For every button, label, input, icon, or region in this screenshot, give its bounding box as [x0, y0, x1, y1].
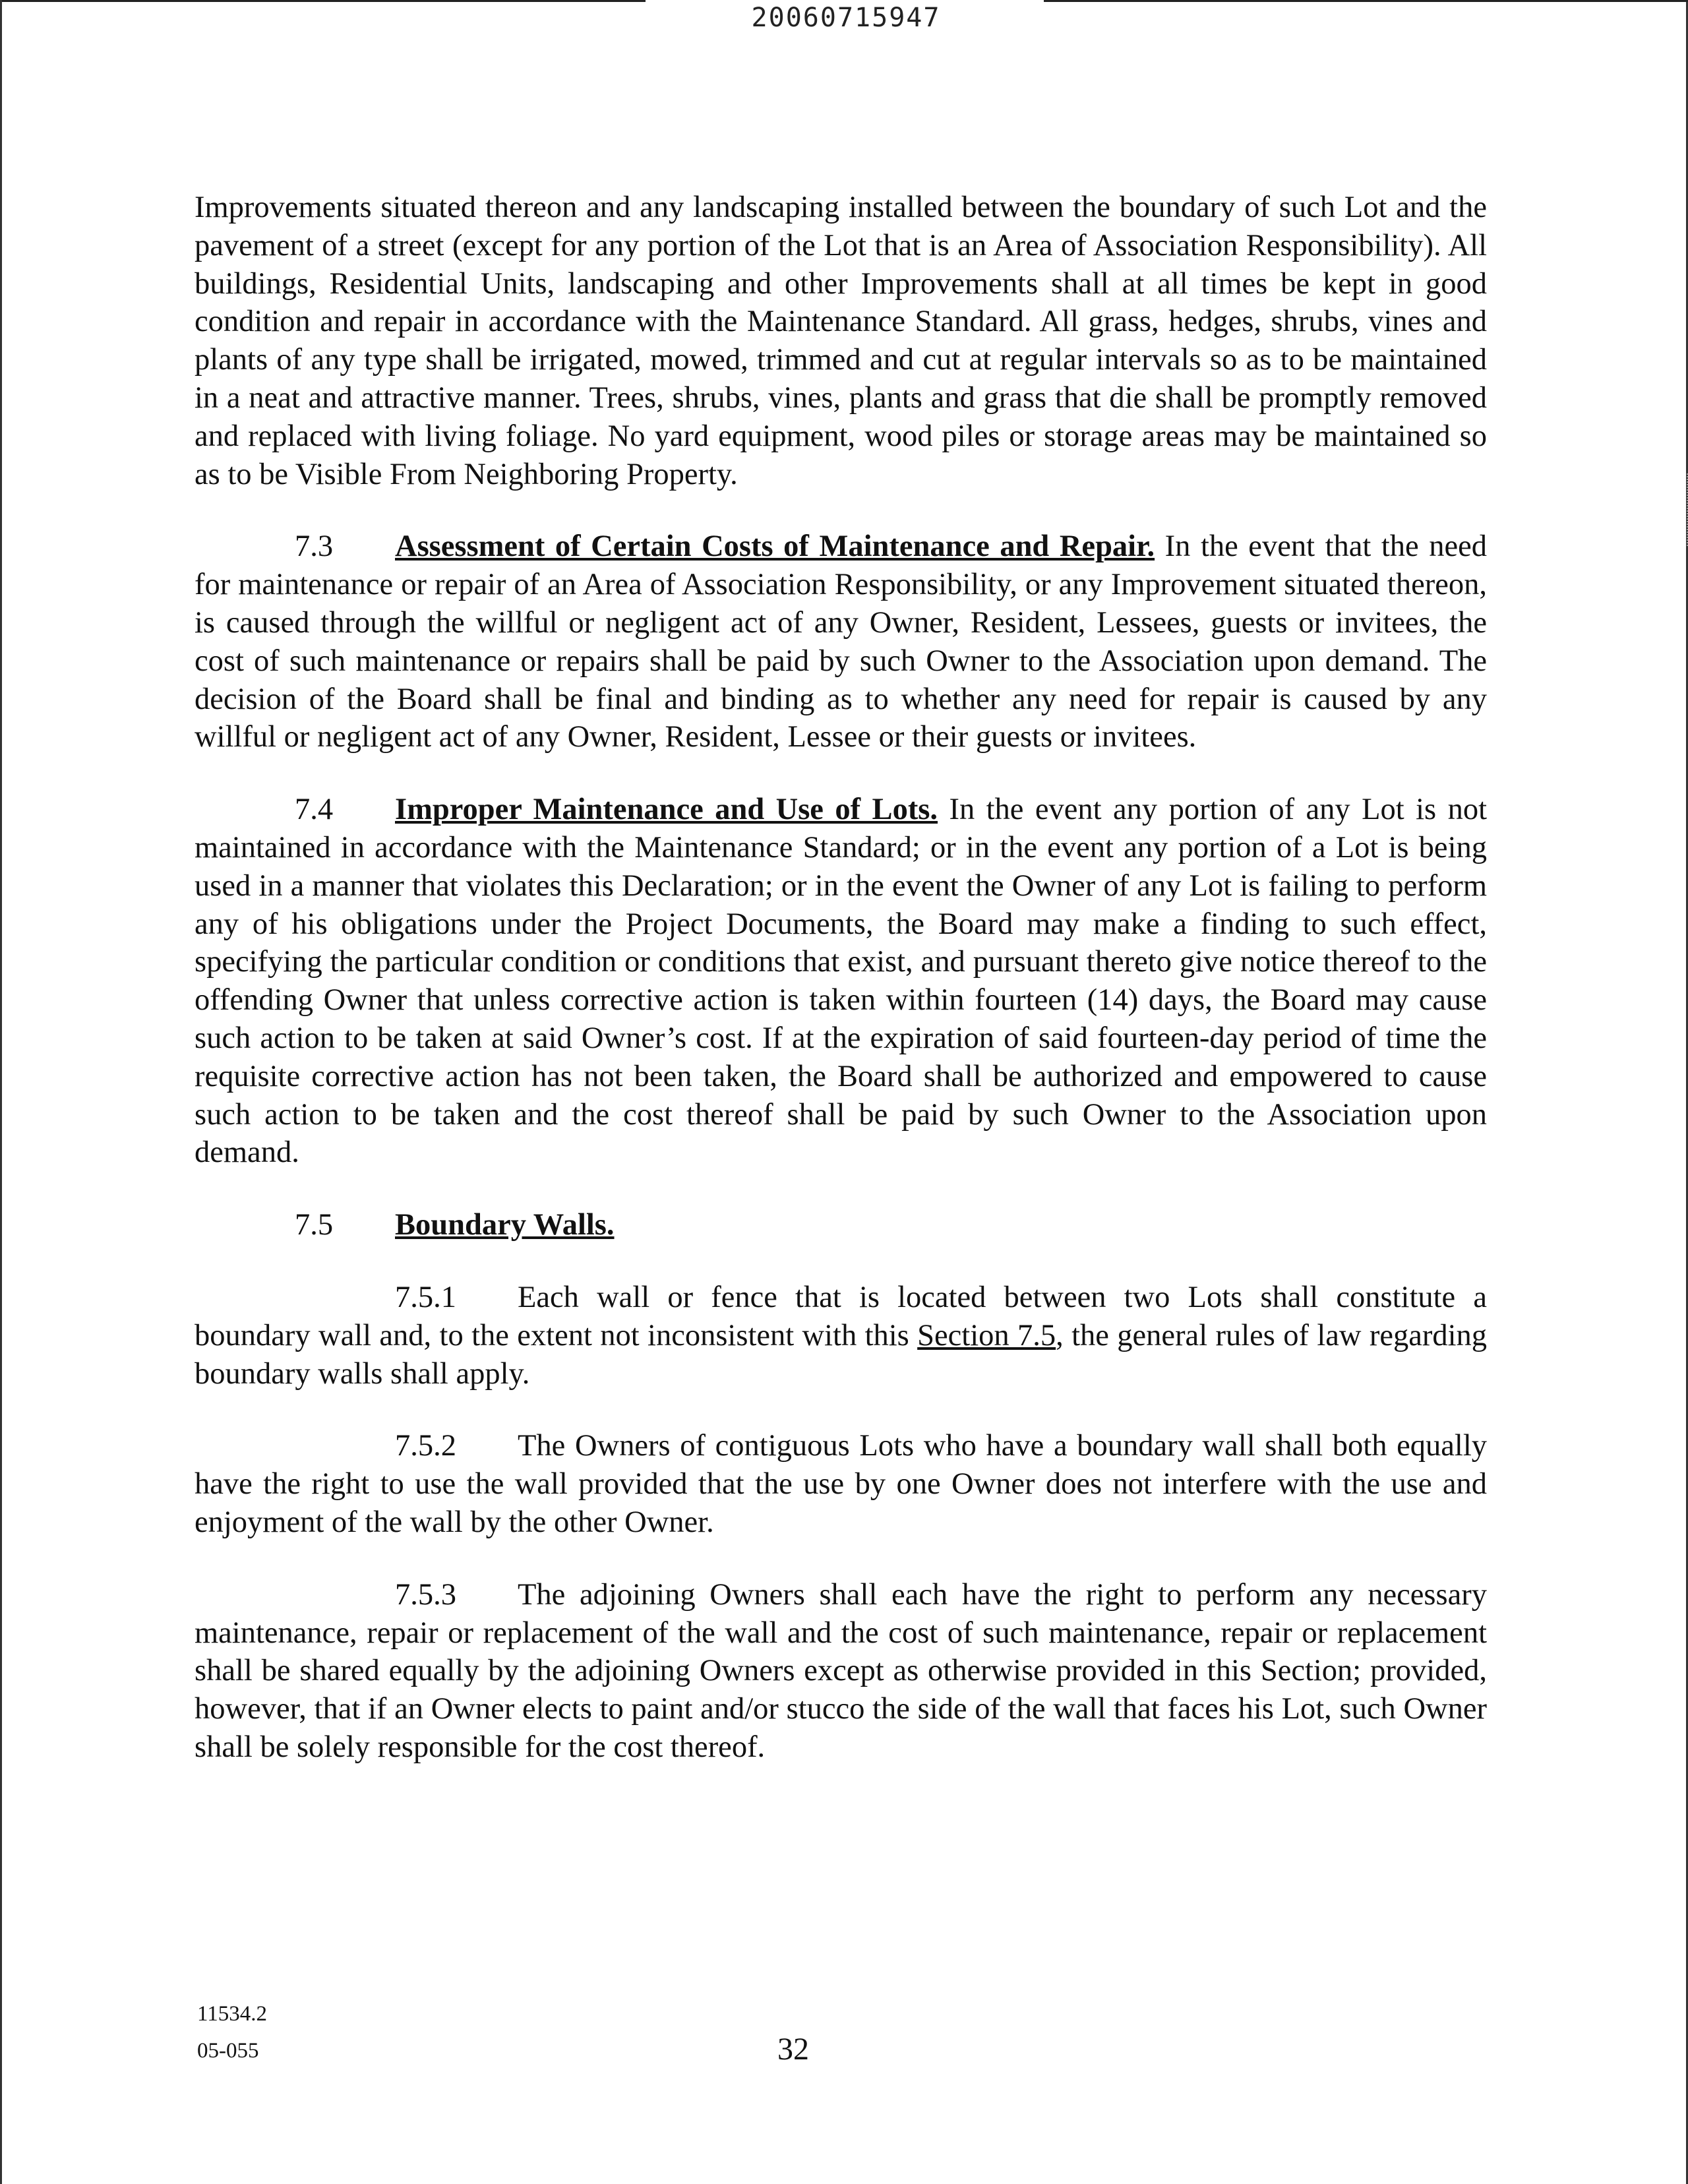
section-heading: Assessment of Certain Costs of Maintenance and Repair.: [395, 530, 1155, 564]
top-rule-right: [1044, 0, 1688, 2]
section-7-5-3: [195, 1576, 1487, 1767]
footer-code-line-2: 05-055: [197, 2039, 259, 2063]
document-body: [195, 189, 1487, 1801]
section-heading: Boundary Walls.: [395, 1208, 615, 1242]
section-7-4: [195, 791, 1487, 1172]
footer-code-line-1: 11534.2: [197, 2002, 268, 2026]
section-7-3: [195, 528, 1487, 756]
section-text: In the event any portion of any Lot is not maintained in accordance with the Maintenance Standard; or in the event any portion of a Lot is being used in a manner that violates this Declaration; or in the event the Owner of any Lot is failing to perform any of his obligations under the Project Documents, the Board may make a finding to such effect, specifying the particular condition or conditions that exist, and pursuant thereto give notice thereof to the offending Owner that unless corrective action is taken within fourteen (14) days, the Board may cause such action to be taken at said Owner’s cost. If at the expiration of said fourteen-day period of time the requisite corrective action has not been taken, the Board shall be authorized and empowered to cause such action to be taken and the cost thereof shall be paid by such Owner to the Association upon demand.: [195, 793, 1488, 1170]
subsection-text-end: , the general rules of law regarding boundary walls shall apply.: [195, 1318, 1488, 1391]
section-number: 7.4: [295, 793, 334, 827]
page-number: 32: [777, 2032, 809, 2067]
subsection-number: 7.5.2: [395, 1429, 456, 1463]
subsection-text: Each wall or fence that is located between two Lots shall constitute a boundary wall and, to the extent not inconsistent with this: [195, 1280, 1487, 1352]
section-7-5-2: [195, 1427, 1487, 1541]
section-text: In the event that the need for maintenance or repair of an Area of Association Responsibility, or any Improvement situated thereon, is caused through the willful or negligent act of any Owner, Resident, Lessees, guests or invitees, the cost of such maintenance or repairs shall be paid by such Owner to the Association upon demand. The decision of the Board shall be final and binding as to whether any need for repair is caused by any willful or negligent act of any Owner, Resident, Lessee or their guests or invitees.: [195, 530, 1487, 754]
section-7-5-1: [195, 1279, 1487, 1393]
subsection-text: The adjoining Owners shall each have the right to perform any necessary maintenance, repair or replacement of the wall and the cost of such maintenance, repair or replacement shall be shared equally by the adjoining Owners except as otherwise provided in this Section; provided, however, that if an Owner elects to paint and/or stucco the side of the wall that faces his Lot, such Owner shall be solely responsible for the cost thereof.: [195, 1577, 1487, 1764]
section-number: 7.5: [295, 1208, 334, 1242]
subsection-number: 7.5.3: [395, 1577, 456, 1612]
paragraph-continuation: Improvements situated thereon and any landscaping installed between the boundary of such Lot and the pavement of a street (except for any portion of the Lot that is an Area of Association Responsibility). All buildings, Residential Units, landscaping and other Improvements shall at all times be kept in good condition and repair in accordance with the Maintenance Standard. All grass, hedges, shrubs, vines and plants of any type shall be irrigated, mowed, trimmed and cut at regular intervals so as to be maintained in a neat and attractive manner. Trees, shrubs, vines, plants and grass that die shall be promptly removed and replaced with living foliage. No yard equipment, wood piles or storage areas may be maintained so as to be Visible From Neighboring Property.: [195, 191, 1487, 491]
section-7-5: [195, 1206, 1487, 1244]
subsection-text: The Owners of contiguous Lots who have a boundary wall shall both equally have the right to use the wall provided that the use by one Owner does not interfere with the use and enjoyment of the wall by the other Owner.: [195, 1429, 1487, 1539]
subsection-number: 7.5.1: [395, 1280, 456, 1314]
section-heading: Improper Maintenance and Use of Lots.: [395, 793, 938, 827]
section-number: 7.3: [295, 530, 334, 564]
recording-number: 20060715947: [751, 3, 941, 33]
top-rule-left: [2, 0, 646, 2]
section-cross-reference: Section 7.5: [917, 1318, 1056, 1352]
